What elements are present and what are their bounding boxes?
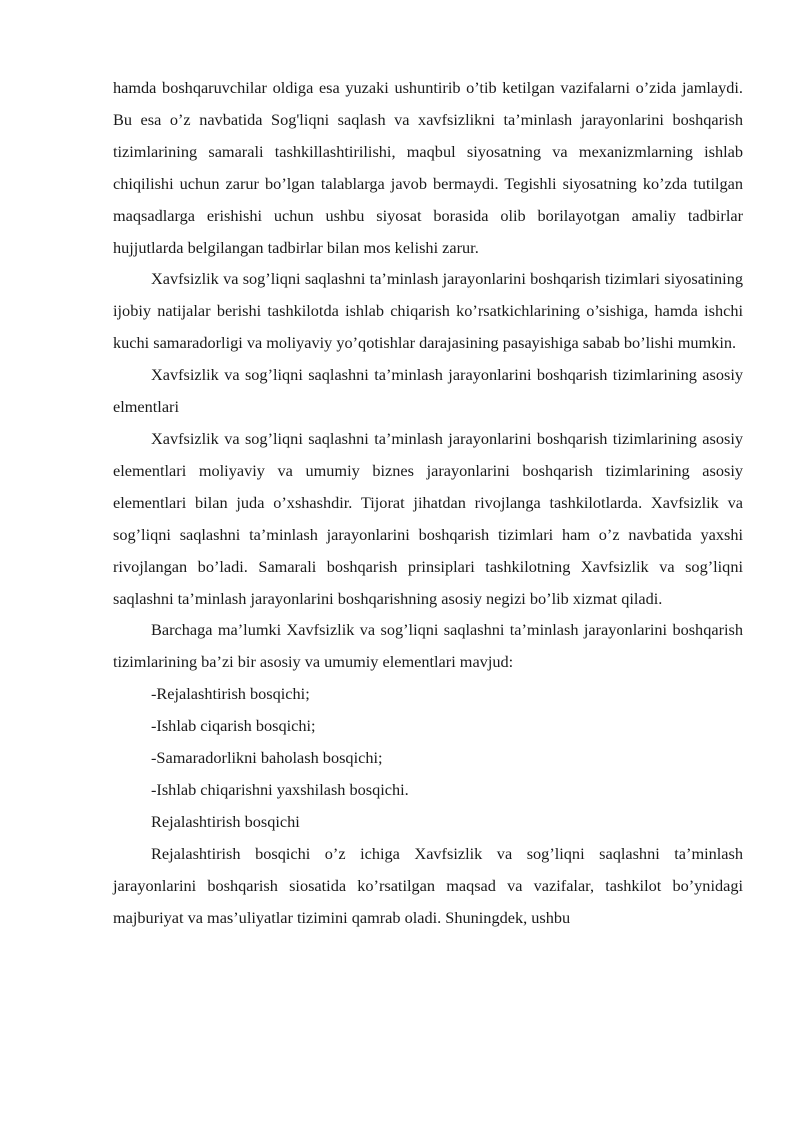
list-item-planning: -Rejalashtirish bosqichi; xyxy=(151,684,310,704)
paragraph-continuation: hamda boshqaruvchilar oldiga esa yuzaki ushuntirib o’tib ketilgan vazifalarni o’zida jamlaydi. Bu esa o’z navbatida Sog'liqni saqlash va xavfsizlikni ta’minlash jarayonlarini boshqarish tizimlarining samarali tashkillashtirilishi, maqbul siyosatning va mexanizmlarning ishlab chiqilishi uchun zarur bo’lgan talablarga javob bermaydi. Tegishli siyosatning ko’zda tutilgan maqsadlarga erishishi uchun ushbu siyosat borasida olib borilayotgan amaliy tadbirlar hujjutlarda belgilangan tadbirlar bilan mos kelishi zarur. xyxy=(113,78,743,257)
paragraph-elements-heading: Xavfsizlik va sog’liqni saqlashni ta’minlash jarayonlarini boshqarish tizimlarining asosiy elmentlari xyxy=(113,365,743,417)
list-item-production-improvement: -Ishlab chiqarishni yaxshilash bosqichi. xyxy=(151,779,409,799)
list-item-performance-evaluation: -Samaradorlikni baholash bosqichi; xyxy=(151,748,383,768)
paragraph-planning-stage: Rejalashtirish bosqichi o’z ichiga Xavfsizlik va sog’liqni saqlashni ta’minlash jarayonlarini boshqarish siosatida ko’rsatilgan maqsad va vazifalar, tashkilot bo’ynidagi majburiyat va mas’uliyatlar tizimini qamrab oladi. Shuningdek, ushbu xyxy=(113,843,743,927)
paragraph-elements-description: Xavfsizlik va sog’liqni saqlashni ta’minlash jarayonlarini boshqarish tizimlarining asosiy elementlari moliyaviy va umumiy biznes jarayonlarini boshqarish tizimlarining asosiy elementlari bilan juda o’xshashdir. Tijorat jihatdan rivojlanga tashkilotlarda. Xavfsizlik va sog’liqni saqlashni ta’minlash jarayonlarini boshqarish tizimlari ham o’z navbatida yaxshi rivojlangan bo’ladi. Samarali boshqarish prinsiplari tashkilotning Xavfsizlik va sog’liqni saqlashni ta’minlash jarayonlarini boshqarishning asosiy negizi bo’lib xizmat qiladi. xyxy=(113,428,743,608)
document-page xyxy=(113,72,743,933)
paragraph-common-elements: Barchaga ma’lumki Xavfsizlik va sog’liqni saqlashni ta’minlash jarayonlarini boshqarish tizimlarining ba’zi bir asosiy va umumiy elementlari mavjud: xyxy=(113,620,743,672)
list-item-production: -Ishlab ciqarish bosqichi; xyxy=(151,716,316,736)
paragraph-policy-results: Xavfsizlik va sog’liqni saqlashni ta’minlash jarayonlarini boshqarish tizimlari siyosatining ijobiy natijalar berishi tashkilotda ishlab chiqarish ko’rsatkichlarining o’sishiga, hamda ishchi kuchi samaradorligi va moliyaviy yo’qotishlar darajasining pasayishiga sabab bo’lishi mumkin. xyxy=(113,269,743,353)
section-heading: Rejalashtirish bosqichi xyxy=(151,811,300,831)
